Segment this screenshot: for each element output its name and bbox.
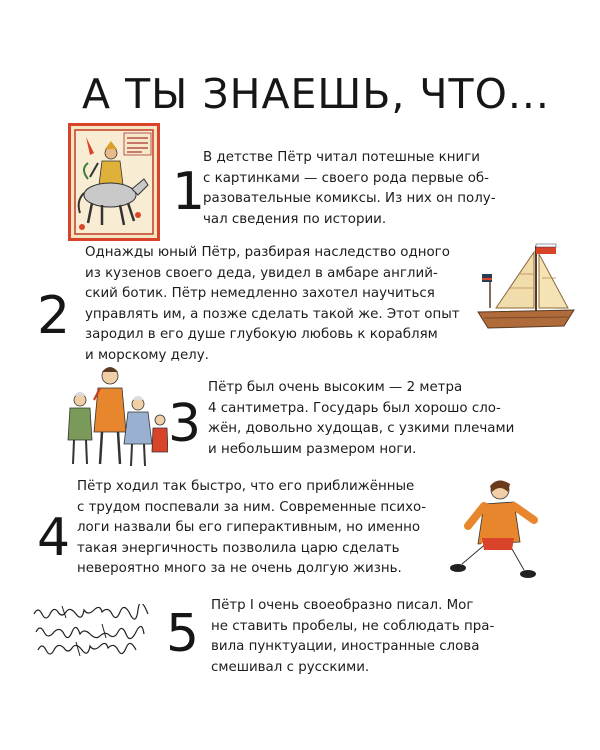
fact-number-1: 1 bbox=[172, 162, 206, 222]
fact-text-1 bbox=[203, 148, 496, 230]
fact-4-line: с трудом поспевали за ним. Современные психо- bbox=[77, 499, 427, 515]
fact-number-2: 2 bbox=[37, 286, 71, 346]
fact-number-4: 4 bbox=[37, 508, 71, 568]
fact-2-line: зародил в его душе глубокую любовь к кораблям bbox=[85, 327, 438, 342]
fact-5-line: Пётр I очень своеобразно писал. Мог bbox=[211, 598, 474, 613]
fact-number-3: 3 bbox=[168, 394, 202, 454]
fact-3-line: и небольшим размером ноги. bbox=[208, 441, 417, 457]
fact-2-line: из кузенов своего деда, увидел в амбаре англий- bbox=[85, 265, 438, 281]
fact-text-2 bbox=[85, 243, 460, 366]
fact-1-line: чал сведения по истории. bbox=[203, 211, 387, 227]
fact-2-line: и морскому делу. bbox=[85, 347, 209, 363]
fact-1-line: с картинками — своего рода первые об- bbox=[203, 170, 489, 186]
fact-4-line: невероятно много за не очень долгую жизнь. bbox=[77, 561, 402, 576]
walking-peter-icon bbox=[438, 472, 548, 592]
fact-2-line: Однажды юный Пётр, разбирая наследство одного bbox=[85, 245, 450, 260]
fact-1-line: разовательные комиксы. Из них он полу- bbox=[203, 191, 496, 206]
fact-text-3 bbox=[208, 378, 514, 460]
fact-2-line: ский ботик. Пётр немедленно захотел научиться bbox=[85, 286, 435, 301]
handwriting-sample-icon bbox=[32, 604, 168, 666]
fact-1-line: В детстве Пётр читал потешные книги bbox=[203, 150, 480, 165]
fact-text-4 bbox=[77, 477, 426, 580]
fact-3-line: жён, довольно худощав, с узкими плечами bbox=[208, 421, 515, 436]
fact-4-line: Пётр ходил так быстро, что его приближённые bbox=[77, 479, 415, 494]
sailboat-icon bbox=[470, 238, 578, 338]
lubok-rider-icon bbox=[68, 123, 160, 245]
fact-text-5 bbox=[211, 596, 494, 678]
fact-2-line: управлять им, а позже сделать такой же. Этот опыт bbox=[85, 306, 460, 322]
courtiers-icon bbox=[60, 360, 168, 480]
fact-number-5: 5 bbox=[166, 604, 200, 664]
fact-3-line: 4 сантиметра. Государь был хорошо сло- bbox=[208, 400, 501, 416]
fact-5-line: не ставить пробелы, не соблюдать пра- bbox=[211, 618, 495, 634]
fact-3-line: Пётр был очень высоким — 2 метра bbox=[208, 380, 463, 395]
fact-4-line: логи назвали бы его гиперактивным, но именно bbox=[77, 520, 421, 535]
page-title: А ТЫ ЗНАЕШЬ, ЧТО... bbox=[82, 70, 550, 118]
fact-4-line: такая энергичность позволила царю сделать bbox=[77, 540, 400, 556]
fact-5-line: смешивал с русскими. bbox=[211, 659, 370, 675]
fact-5-line: вила пунктуации, иностранные слова bbox=[211, 639, 480, 654]
